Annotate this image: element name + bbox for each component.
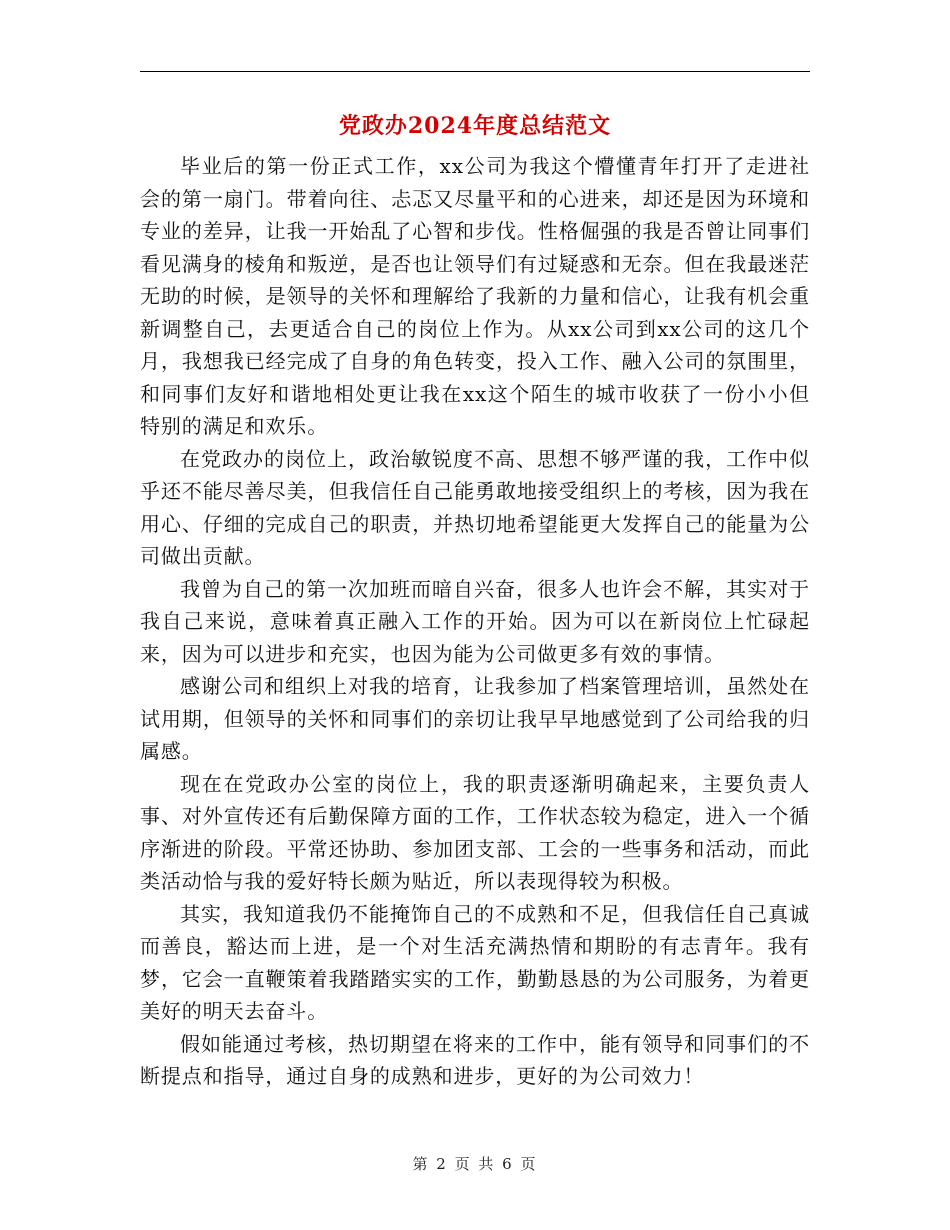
paragraph-3: 我曾为自己的第一次加班而暗自兴奋，很多人也许会不解，其实对于我自己来说，意味着真正融入工作的开始。因为可以在新岗位上忙碌起来，因为可以进步和充实，也因为能为公司做更多有效的事情。 (140, 576, 810, 666)
document-title: 党政办2024年度总结范文 (338, 113, 612, 139)
paragraph-6: 其实，我知道我仍不能掩饰自己的不成熟和不足，但我信任自己真诚而善良，豁达而上进，是一个对生活充满热情和期盼的有志青年。我有梦，它会一直鞭策着我踏踏实实的工作，勤勤恳恳的为公司服务，为着更美好的明天去奋斗。 (140, 901, 810, 1023)
header-rule (140, 71, 810, 72)
paragraph-5: 现在在党政办公室的岗位上，我的职责逐渐明确起来，主要负责人事、对外宣传还有后勤保障方面的工作，工作状态较为稳定，进入一个循序渐进的阶段。平常还协助、参加团支部、工会的一些事务和活动，而此类活动恰与我的爱好特长颇为贴近，所以表现得较为积极。 (140, 771, 810, 893)
paragraph-7: 假如能通过考核，热切期望在将来的工作中，能有领导和同事们的不断提点和指导，通过自身的成熟和进步，更好的为公司效力！ (140, 1031, 810, 1088)
page-number: 第 2 页 共 6 页 (412, 1155, 538, 1173)
paragraph-1: 毕业后的第一份正式工作，xx公司为我这个懵懂青年打开了走进社会的第一扇门。带着向往、忐忑又尽量平和的心进来，却还是因为环境和专业的差异，让我一开始乱了心智和步伐。性格倔强的我是否曾让同事们看见满身的棱角和叛逆，是否也让领导们有过疑惑和无奈。但在我最迷茫无助的时候，是领导的关怀和理解给了我新的力量和信心，让我有机会重新调整自己，去更适合自己的岗位上作为。从xx公司到xx公司的这几个月，我想我已经完成了自身的角色转变，投入工作、融入公司的氛围里，和同事们友好和谐地相处更让我在xx这个陌生的城市收获了一份小小但特别的满足和欢乐。 (140, 154, 810, 438)
paragraph-2: 在党政办的岗位上，政治敏锐度不高、思想不够严谨的我，工作中似乎还不能尽善尽美，但我信任自己能勇敢地接受组织上的考核，因为我在用心、仔细的完成自己的职责，并热切地希望能更大发挥自己的能量为公司做出贡献。 (140, 446, 810, 568)
document-body (140, 150, 810, 1093)
paragraph-4: 感谢公司和组织上对我的培育，让我参加了档案管理培训，虽然处在试用期，但领导的关怀和同事们的亲切让我早早地感觉到了公司给我的归属感。 (140, 674, 810, 763)
